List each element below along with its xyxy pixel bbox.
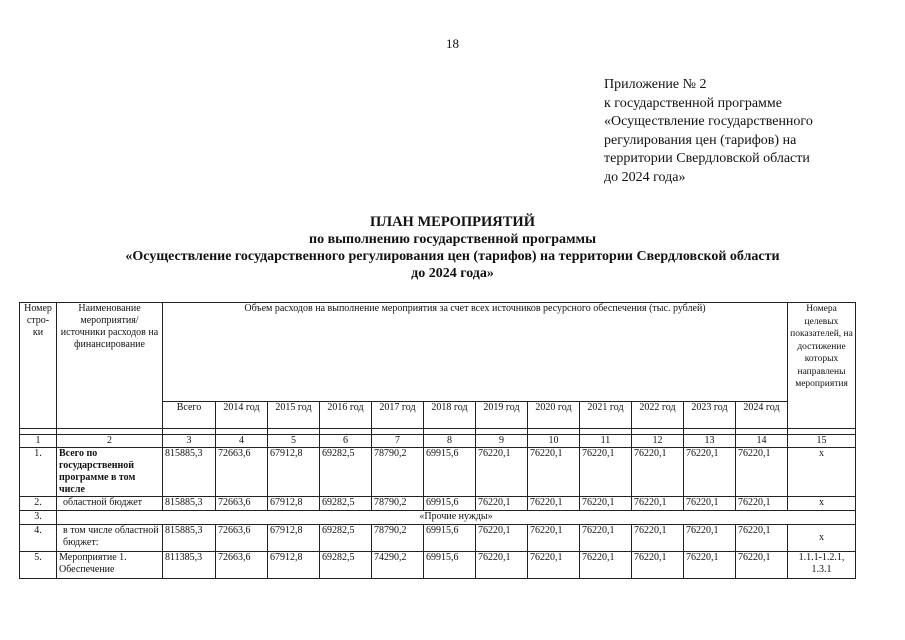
value-cell: 76220,1 [736, 552, 788, 579]
value-cell: 72663,6 [216, 525, 268, 552]
row-number: 4. [20, 525, 57, 552]
value-cell: 69282,5 [320, 497, 372, 511]
appendix-line: Приложение № 2 [604, 77, 707, 92]
header-year: 2018 год [424, 402, 476, 429]
title-line: по выполнению государственной программы [309, 232, 596, 247]
document-title [0, 214, 905, 282]
row-number: 2. [20, 497, 57, 511]
value-cell: 76220,1 [528, 497, 580, 511]
value-cell: 815885,3 [163, 448, 216, 497]
table-row [20, 525, 856, 552]
value-cell: 69915,6 [424, 497, 476, 511]
header-year: 2015 год [268, 402, 320, 429]
header-year: 2019 год [476, 402, 528, 429]
value-cell: 69282,5 [320, 552, 372, 579]
header-year: 2016 год [320, 402, 372, 429]
value-cell: 69282,5 [320, 525, 372, 552]
section-row [20, 511, 856, 525]
column-index: 2 [57, 435, 163, 448]
column-index: 10 [528, 435, 580, 448]
column-index: 7 [372, 435, 424, 448]
row-number: 3. [20, 511, 57, 525]
plan-table [19, 302, 856, 579]
column-index: 11 [580, 435, 632, 448]
header-year: Всего [163, 402, 216, 429]
value-cell: 72663,6 [216, 448, 268, 497]
column-index: 6 [320, 435, 372, 448]
value-cell: 76220,1 [632, 552, 684, 579]
value-cell: 78790,2 [372, 497, 424, 511]
value-cell: 76220,1 [684, 497, 736, 511]
value-cell: 811385,3 [163, 552, 216, 579]
row-name: областной бюджет [57, 497, 163, 511]
row-number: 1. [20, 448, 57, 497]
value-cell: 69282,5 [320, 448, 372, 497]
row-name: в том числе областной бюджет: [57, 525, 163, 552]
value-cell: 76220,1 [528, 448, 580, 497]
header-expenses: Объем расходов на выполнение мероприятия за счет всех источников ресурсного обеспечения (тыс. рублей) [163, 303, 788, 402]
value-cell: 67912,8 [268, 497, 320, 511]
target-cell: x [788, 497, 856, 511]
section-title: «Прочие нужды» [57, 511, 856, 525]
row-name: Всего по государственной программе в том числе [57, 448, 163, 497]
value-cell: 76220,1 [632, 497, 684, 511]
value-cell: 76220,1 [684, 552, 736, 579]
table-row [20, 552, 856, 579]
value-cell: 69915,6 [424, 525, 476, 552]
value-cell: 76220,1 [528, 525, 580, 552]
column-index-row [20, 435, 856, 448]
header-year: 2022 год [632, 402, 684, 429]
value-cell: 76220,1 [684, 448, 736, 497]
header-year: 2021 год [580, 402, 632, 429]
value-cell: 76220,1 [476, 552, 528, 579]
target-cell: 1.1.1-1.2.1, 1.3.1 [788, 552, 856, 579]
appendix-line: регулирования цен (тарифов) на [604, 132, 797, 148]
value-cell: 815885,3 [163, 497, 216, 511]
page-number: 18 [446, 36, 459, 51]
value-cell: 76220,1 [580, 448, 632, 497]
value-cell: 72663,6 [216, 552, 268, 579]
value-cell: 76220,1 [476, 448, 528, 497]
header-row [20, 303, 856, 402]
appendix-line: к государственной программе [604, 95, 782, 111]
header-row-number: Номер стро-ки [20, 303, 57, 429]
header-year: 2014 год [216, 402, 268, 429]
appendix-line: до 2024 года» [604, 169, 686, 185]
value-cell: 67912,8 [268, 525, 320, 552]
target-cell: x [788, 525, 856, 552]
column-index: 15 [788, 435, 856, 448]
header-targets: Номера целевых показателей, на достижение которых направлены мероприятия [788, 303, 856, 429]
column-index: 3 [163, 435, 216, 448]
header-year: 2024 год [736, 402, 788, 429]
value-cell: 76220,1 [580, 525, 632, 552]
title-line: до 2024 года» [411, 266, 494, 281]
value-cell: 69915,6 [424, 448, 476, 497]
title-line: «Осуществление государственного регулирования цен (тарифов) на территории Свердловской области [125, 249, 780, 264]
title-line: ПЛАН МЕРОПРИЯТИЙ [370, 214, 535, 230]
value-cell: 76220,1 [580, 552, 632, 579]
target-cell: x [788, 448, 856, 497]
value-cell: 78790,2 [372, 525, 424, 552]
appendix-line: «Осуществление государственного [604, 114, 813, 129]
row-number: 5. [20, 552, 57, 579]
column-index: 13 [684, 435, 736, 448]
value-cell: 76220,1 [736, 448, 788, 497]
column-index: 12 [632, 435, 684, 448]
table-row [20, 448, 856, 497]
value-cell: 76220,1 [736, 525, 788, 552]
value-cell: 815885,3 [163, 525, 216, 552]
column-index: 1 [20, 435, 57, 448]
value-cell: 76220,1 [684, 525, 736, 552]
column-index: 8 [424, 435, 476, 448]
table-row [20, 497, 856, 511]
value-cell: 78790,2 [372, 448, 424, 497]
value-cell: 74290,2 [372, 552, 424, 579]
header-name: Наименование мероприятия/ источники расходов на финансирование [57, 303, 163, 429]
column-index: 9 [476, 435, 528, 448]
value-cell: 76220,1 [736, 497, 788, 511]
appendix-line: территории Свердловской области [604, 151, 810, 166]
value-cell: 67912,8 [268, 552, 320, 579]
value-cell: 76220,1 [632, 448, 684, 497]
value-cell: 76220,1 [476, 525, 528, 552]
value-cell: 76220,1 [528, 552, 580, 579]
header-year: 2020 год [528, 402, 580, 429]
value-cell: 69915,6 [424, 552, 476, 579]
column-index: 14 [736, 435, 788, 448]
value-cell: 72663,6 [216, 497, 268, 511]
value-cell: 76220,1 [476, 497, 528, 511]
header-year: 2023 год [684, 402, 736, 429]
column-index: 5 [268, 435, 320, 448]
row-name: Мероприятие 1. Обеспечение [57, 552, 163, 579]
column-index: 4 [216, 435, 268, 448]
value-cell: 76220,1 [580, 497, 632, 511]
value-cell: 76220,1 [632, 525, 684, 552]
value-cell: 67912,8 [268, 448, 320, 497]
appendix-note [604, 76, 874, 187]
header-year: 2017 год [372, 402, 424, 429]
